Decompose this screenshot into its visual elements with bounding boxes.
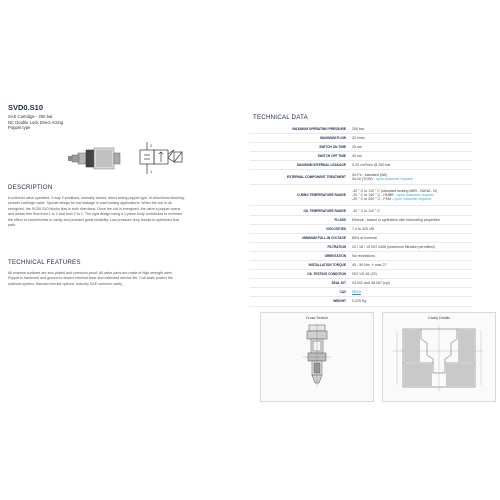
description-line: energized, the SVD0.S10 blocks flow in both directions. Once the coil is energized, the valve's poppet opens xyxy=(8,206,181,211)
product-illustration xyxy=(60,140,200,180)
subtitle-line: SAE Cartridge - 250 bar xyxy=(8,114,53,119)
port-label-2: 2 xyxy=(150,143,153,148)
description-text xyxy=(8,196,240,228)
port-label-1: 1 xyxy=(150,169,153,174)
cavity-link[interactable]: SE10 xyxy=(352,290,361,295)
spec-label: EXTERNAL COMPONENT TREATMENT xyxy=(250,170,352,185)
spec-label: OIL TESTING CONDITION xyxy=(250,270,352,279)
spec-label: OIL TEMPERATURE RANGE xyxy=(250,206,352,215)
spec-label: MAXIMUM INTERNAL LEAKAGE xyxy=(250,161,352,170)
spec-value-line: Zn-Fe - standard (Wk) xyxy=(352,173,388,178)
spec-value: -30 ° C to 110 ° C xyxy=(352,206,472,215)
table-row xyxy=(250,288,472,297)
spec-label: SEAL KIT xyxy=(250,279,352,288)
spec-value: 0,25 cm³/min @ 250 bar xyxy=(352,161,472,170)
product-code: SVD0.S10 xyxy=(8,103,44,112)
spec-value: 20 / 18 / 15 ISO 4406 (maximum filtration permitted) xyxy=(352,242,472,251)
spec-note: upon customer request xyxy=(375,177,413,182)
features-section xyxy=(8,259,240,287)
spec-label: FILTRATION xyxy=(250,242,352,251)
spec-value xyxy=(352,288,472,297)
description-line: path. xyxy=(8,223,16,228)
spec-value: 04.002 and 38.087 (cyl) xyxy=(352,279,472,288)
features-heading: TECHNICAL FEATURES xyxy=(8,259,81,266)
table-row xyxy=(250,233,472,242)
spec-value-line xyxy=(352,177,472,181)
spec-value: 85% of nominal xyxy=(352,233,472,242)
product-header xyxy=(8,103,238,131)
spec-note: upon customer request xyxy=(394,197,431,202)
cavity-details-panel xyxy=(382,312,496,402)
spec-value xyxy=(352,185,472,206)
subtitle-line: NC Double Lock Direct Acting xyxy=(8,119,64,125)
table-row xyxy=(250,152,472,161)
description-heading: DESCRIPTION xyxy=(8,184,53,191)
table-row xyxy=(250,143,472,152)
spec-value: 45 - 50 Nm ↗ max 27 xyxy=(352,261,472,270)
spec-value-text: Zn-Ni (TGW) - xyxy=(352,177,375,182)
spec-value-text: -20 ° C to 200 ° C - FKM - xyxy=(352,197,394,202)
features-line: solenoid system. Manual override options. Industry SAE common cavity. xyxy=(8,281,123,286)
cross-section-panel xyxy=(260,312,374,402)
spec-value xyxy=(352,170,472,185)
spec-value-line xyxy=(352,197,472,201)
product-subtitle xyxy=(8,114,238,131)
features-line: All external surfaces are zinc-plated and corrosion-proof. All valve parts are made of high strength steel. xyxy=(8,271,173,275)
cavity-details-title: Cavity Details xyxy=(428,316,450,320)
spec-label: CAV xyxy=(250,288,352,297)
cavity-details-drawing xyxy=(383,321,495,399)
spec-label: INSTALLATION TORQUE xyxy=(250,261,352,270)
table-row xyxy=(250,215,472,224)
spec-value-line: -30 ° C to 110 ° C (standard sealing NBR - BUNA - N) xyxy=(352,189,438,194)
spec-value: ISO VG 46 (32) xyxy=(352,270,472,279)
spec-note: upon customer request xyxy=(396,193,434,198)
table-row xyxy=(250,270,472,279)
cartridge-valve-image xyxy=(68,148,120,169)
spec-value: 0,225 Kg xyxy=(352,297,472,306)
spec-label: SWITCH ON TIME xyxy=(250,143,352,152)
spec-value: 25 ms xyxy=(352,143,472,152)
spec-value: 40 ms xyxy=(352,152,472,161)
table-row xyxy=(250,206,472,215)
technical-data-heading: TECHNICAL DATA xyxy=(253,114,308,121)
spec-label: O-RING TEMPERATURE RANGE xyxy=(250,185,352,206)
description-line: A solenoid valve operated, 2-way 2-positions, normally closed, direct acting poppet type, bi-directional blocking, xyxy=(8,196,185,200)
features-text xyxy=(8,271,240,287)
subtitle-line: Poppet type xyxy=(8,125,31,131)
table-row xyxy=(250,224,472,233)
spec-value: 7,4 to 420 cSt xyxy=(352,224,472,233)
table-row xyxy=(250,161,472,170)
table-row xyxy=(250,125,472,134)
spec-label: MAXIMUM FLOW xyxy=(250,134,352,143)
spec-label: MAXIMUM OPERATING PRESSURE xyxy=(250,125,352,134)
hydraulic-symbol xyxy=(140,142,182,174)
table-row xyxy=(250,134,472,143)
table-row xyxy=(250,279,472,288)
spec-value: 250 bar xyxy=(352,125,472,134)
spec-value-text: -20 ° C to 140 ° C - HNBR - xyxy=(352,193,396,198)
table-row xyxy=(250,185,472,206)
description-line: the effect of eccentricities in cavity and provides great reliability. Low pressure drop thanks to optimized flow xyxy=(8,217,180,222)
description-line: screwin cartridge valve. Special design for low leakage in load holding applications. When the coil is de- xyxy=(8,201,173,206)
table-row xyxy=(250,261,472,270)
spec-label: MINIMUM PULL-IN VOLTAGE xyxy=(250,233,352,242)
description-section xyxy=(8,184,240,228)
spec-value: 20 l/min xyxy=(352,134,472,143)
features-line: Poppet is hardened and ground to ensure minimal wear and extended service life. Coil seals protect the xyxy=(8,276,173,281)
table-row xyxy=(250,242,472,251)
spec-label: VISCOSITIES xyxy=(250,224,352,233)
spec-label: ORIENTATION xyxy=(250,251,352,260)
spec-value: No restrictions xyxy=(352,251,472,260)
spec-label: FLUIDS xyxy=(250,215,352,224)
cross-section-drawing xyxy=(261,321,373,399)
spec-value: Mineral - based or synthetics with lubricating properties xyxy=(352,215,472,224)
table-row xyxy=(250,297,472,306)
table-row xyxy=(250,251,472,260)
description-line: and allows free flow from 1 to 2 and from 2 to 1. The rigid design using a 1-piece body contributes to minimize xyxy=(8,212,183,217)
technical-data-table xyxy=(250,125,472,307)
table-row xyxy=(250,170,472,185)
spec-label: SWITCH OFF TIME xyxy=(250,152,352,161)
spec-label: WEIGHT xyxy=(250,297,352,306)
cross-section-title: Cross Section xyxy=(305,316,329,320)
